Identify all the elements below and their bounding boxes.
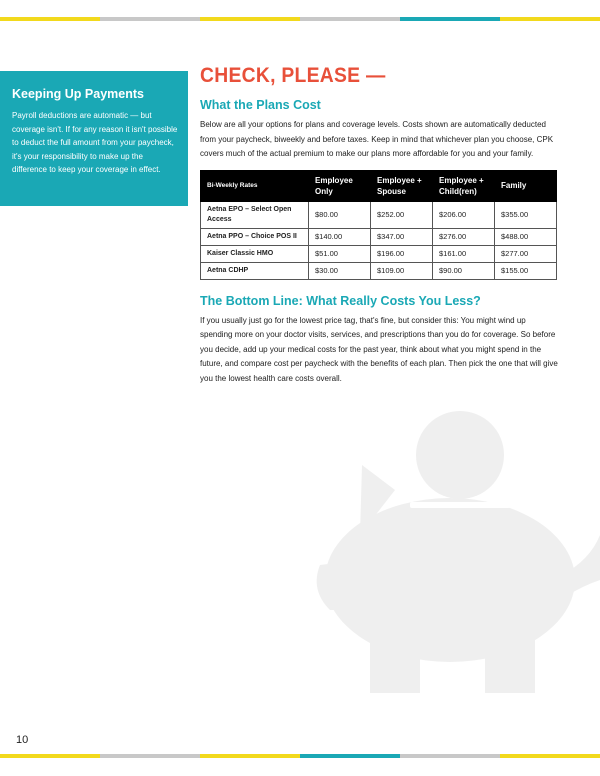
sidebar-body: Payroll deductions are automatic — but coverage isn't. If for any reason it isn't possible to deduct the full amount from your paycheck, it's your responsibility to make up the difference to keep your coverage in effect. [12, 111, 178, 175]
rate-cell: $488.00 [495, 228, 557, 245]
page-title: CHECK, PLEASE — [200, 64, 386, 87]
rate-cell: $196.00 [371, 245, 433, 262]
bottom-color-stripe [0, 754, 600, 758]
plans-body: Below are all your options for plans and coverage levels. Costs shown are automatically deducted from your paycheck, biweekly and before taxes. Keep in mind that whichever plan you choose, CPK covers much of the actual premium to make our plans more affordable for you and your family. [200, 120, 554, 158]
bottom-line-heading: The Bottom Line: What Really Costs You Less? [200, 293, 481, 308]
rate-cell: $161.00 [433, 245, 495, 262]
header-cell: Bi-Weekly Rates [201, 170, 309, 201]
rates-table [200, 170, 557, 280]
sidebar-callout [0, 71, 188, 206]
rate-cell: $140.00 [309, 228, 371, 245]
plans-heading: What the Plans Cost [200, 98, 321, 112]
plan-name-cell: Kaiser Classic HMO [201, 245, 309, 262]
rate-cell: $80.00 [309, 201, 371, 228]
rate-cell: $347.00 [371, 228, 433, 245]
table-header-row [201, 170, 557, 201]
rate-cell: $252.00 [371, 201, 433, 228]
table-row [201, 245, 557, 262]
stripe-segment [100, 17, 200, 21]
rate-cell: $30.00 [309, 262, 371, 279]
bottom-line-body: If you usually just go for the lowest price tag, that's fine, but consider this: You might wind up spending more on your doctor visits, services, and prescriptions than you do for coverage. So before you decide, add up your medical costs for the past year, think about what you might spend in the future, and compare cost per paycheck with the benefits of each plan. Then pick the one that will give you the lowest health care costs overall. [200, 315, 558, 383]
plan-name-cell: Aetna EPO – Select Open Access [201, 201, 309, 228]
rate-cell: $206.00 [433, 201, 495, 228]
rate-cell: $155.00 [495, 262, 557, 279]
plan-name-cell: Aetna PPO – Choice POS II [201, 228, 309, 245]
rate-cell: $277.00 [495, 245, 557, 262]
rate-cell: $109.00 [371, 262, 433, 279]
rate-cell: $355.00 [495, 201, 557, 228]
page-number: 10 [16, 734, 29, 746]
header-cell: Employee + Child(ren) [433, 170, 495, 201]
table-row [201, 201, 557, 228]
piggy-bank-icon [300, 395, 600, 705]
sidebar-title: Keeping Up Payments [12, 87, 144, 101]
rate-cell: $276.00 [433, 228, 495, 245]
stripe-segment [200, 17, 300, 21]
stripe-segment [0, 754, 100, 758]
stripe-segment [300, 754, 400, 758]
top-color-stripe [0, 17, 600, 21]
plan-name-cell: Aetna CDHP [201, 262, 309, 279]
rate-cell: $90.00 [433, 262, 495, 279]
main-content [200, 64, 558, 386]
stripe-segment [500, 754, 600, 758]
header-cell: Employee + Spouse [371, 170, 433, 201]
stripe-segment [400, 17, 500, 21]
table-row [201, 262, 557, 279]
stripe-segment [0, 17, 100, 21]
stripe-segment [500, 17, 600, 21]
stripe-segment [100, 754, 200, 758]
stripe-segment [200, 754, 300, 758]
header-cell: Family [495, 170, 557, 201]
header-cell: Employee Only [309, 170, 371, 201]
table-row [201, 228, 557, 245]
rate-cell: $51.00 [309, 245, 371, 262]
stripe-segment [300, 17, 400, 21]
stripe-segment [400, 754, 500, 758]
